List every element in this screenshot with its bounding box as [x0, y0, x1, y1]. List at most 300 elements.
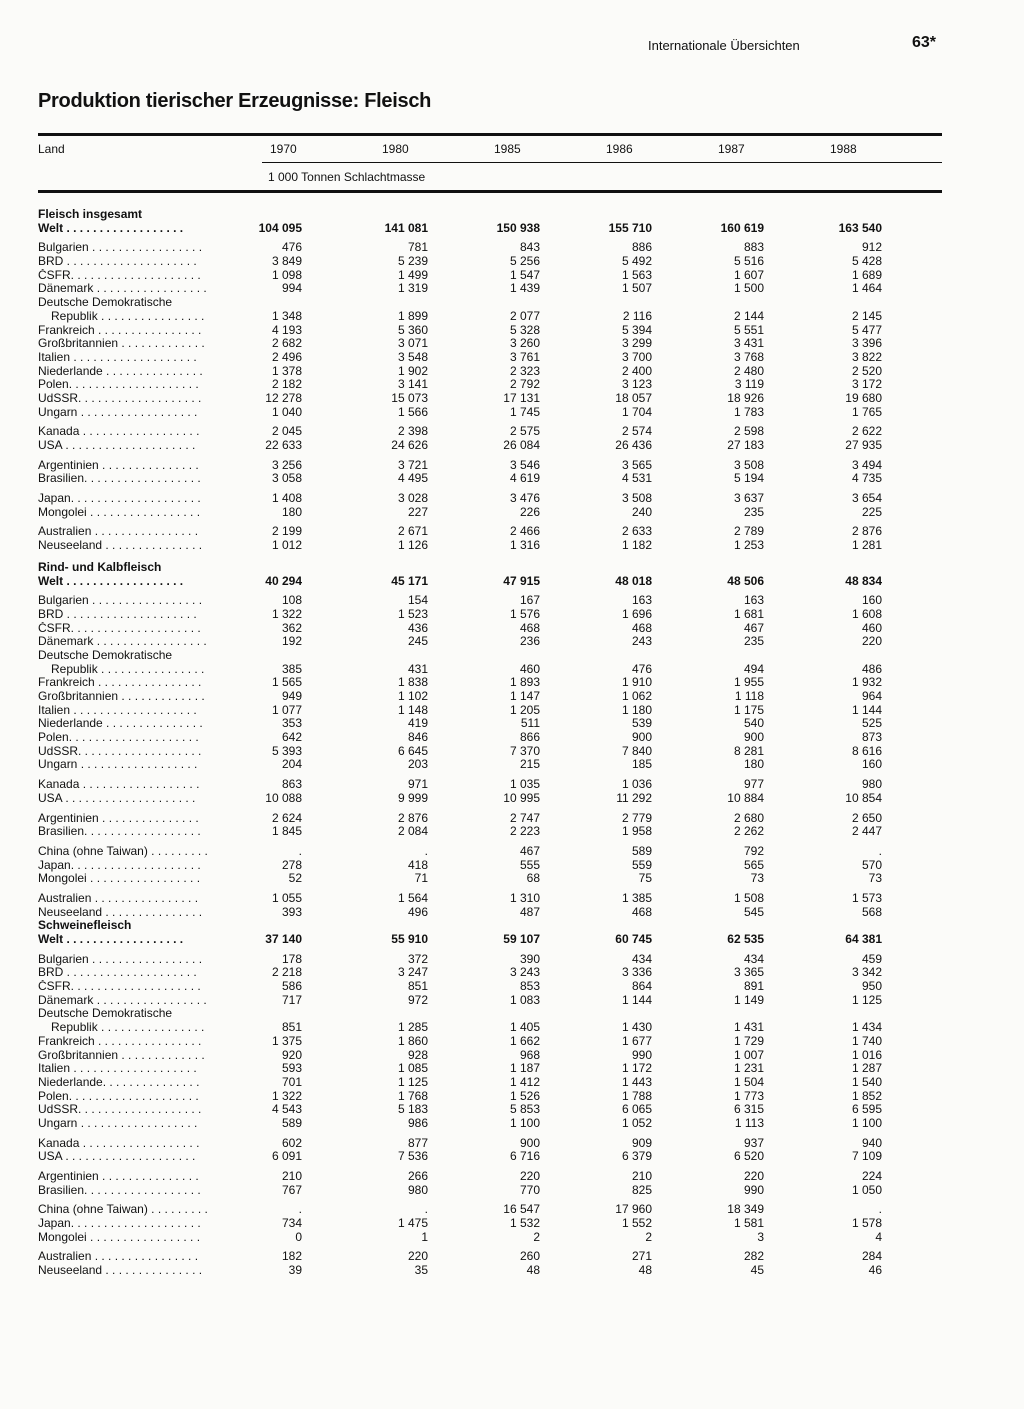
group-spacer — [38, 553, 942, 561]
cell-1987: 1 508 — [733, 890, 764, 905]
cell-1970: 1 845 — [271, 824, 302, 839]
cell-1987: 545 — [743, 904, 764, 919]
cell-1988: 1 540 — [851, 1074, 882, 1089]
cell-1988: 964 — [861, 689, 882, 703]
cell-1985: 1 147 — [509, 689, 540, 703]
cell-1986: 909 — [631, 1135, 652, 1150]
cell-1987: 45 — [750, 1263, 764, 1278]
table-row — [38, 608, 942, 622]
table-row — [38, 812, 942, 826]
cell-1986: 3 299 — [621, 336, 652, 351]
table-row — [38, 1076, 942, 1090]
table-row — [38, 1217, 942, 1231]
cell-1985: 511 — [520, 716, 540, 731]
cell-1987: 5 551 — [733, 322, 764, 337]
cell-1986: 17 960 — [615, 1202, 652, 1217]
cell-1980: 154 — [407, 593, 428, 608]
cell-1970: 5 393 — [271, 743, 302, 758]
cell-1988: 4 735 — [851, 471, 882, 486]
cell-1970: 863 — [281, 777, 302, 792]
cell-1980: 2 671 — [397, 524, 428, 539]
cell-1988: . — [878, 843, 882, 858]
cell-1970: 393 — [281, 904, 302, 919]
table-row — [38, 649, 942, 663]
cell-1988: 160 — [861, 593, 882, 608]
cell-1980: 1 499 — [397, 267, 428, 282]
cell-1970: 1 322 — [271, 1088, 302, 1103]
cell-1987: 2 144 — [733, 308, 764, 323]
cell-1987: 1 607 — [733, 267, 764, 282]
cell-1970: 734 — [281, 1216, 302, 1231]
row-label: Japan. . . . . . . . . . . . . . . . . . . . — [38, 1217, 201, 1231]
cell-1986: 1 552 — [621, 1216, 652, 1231]
table-row — [38, 1103, 942, 1117]
cell-1986: 2 574 — [621, 424, 652, 439]
cell-1986: 1 062 — [621, 689, 652, 703]
table-row — [38, 506, 942, 520]
row-label: Japan. . . . . . . . . . . . . . . . . . . . — [38, 492, 201, 506]
cell-1986: 6 065 — [621, 1102, 652, 1117]
cell-1986: 163 — [631, 593, 652, 608]
row-label: Polen. . . . . . . . . . . . . . . . . . . . — [38, 378, 199, 392]
table-row — [38, 892, 942, 906]
cell-1970: 1 322 — [271, 606, 302, 621]
table-row — [38, 439, 942, 453]
table-row — [38, 758, 942, 772]
cell-1987: 2 262 — [733, 824, 764, 839]
cell-1987: 1 773 — [733, 1088, 764, 1103]
row-label: Argentinien . . . . . . . . . . . . . . . — [38, 458, 199, 472]
cell-1986: 476 — [631, 661, 652, 676]
row-label: USA . . . . . . . . . . . . . . . . . . . . — [38, 1150, 196, 1164]
cell-1987: 494 — [743, 661, 764, 676]
cell-1980: 1 475 — [397, 1216, 428, 1231]
row-label: Niederlande . . . . . . . . . . . . . . . — [38, 717, 203, 731]
row-label: Deutsche Demokratische — [38, 648, 173, 662]
table-row — [38, 717, 942, 731]
col-year-1970: 1970 — [270, 142, 297, 156]
cell-1985: 2 575 — [509, 424, 540, 439]
cell-1985: 1 893 — [509, 675, 540, 690]
column-header — [38, 142, 942, 158]
cell-1985: 68 — [526, 871, 540, 886]
cell-1988: 525 — [861, 716, 882, 731]
table-row — [38, 1035, 942, 1049]
row-label: Italien . . . . . . . . . . . . . . . . . . . — [38, 350, 197, 364]
cell-1988: 1 100 — [851, 1115, 882, 1130]
cell-1986: 185 — [631, 757, 652, 772]
cell-1988: 73 — [868, 871, 882, 886]
cell-1987: 3 431 — [733, 336, 764, 351]
table-row — [38, 1150, 942, 1164]
cell-1986: 434 — [631, 951, 652, 966]
cell-1980: 972 — [407, 992, 428, 1007]
cell-1987: 1 504 — [733, 1074, 764, 1089]
cell-1988: 3 172 — [851, 377, 882, 392]
section-title-label: Rind- und Kalbfleisch — [38, 560, 162, 574]
cell-1980: 846 — [407, 730, 428, 745]
cell-1988: 3 654 — [851, 491, 882, 506]
cell-1987: 1 431 — [733, 1020, 764, 1035]
row-label: Großbritannien . . . . . . . . . . . . . — [38, 1048, 205, 1062]
cell-1980: 1 860 — [397, 1033, 428, 1048]
cell-1988: 220 — [861, 634, 882, 649]
table-row — [38, 492, 942, 506]
cell-1970: 104 095 — [258, 220, 302, 235]
cell-1987: 235 — [743, 634, 764, 649]
cell-1987: 235 — [743, 504, 764, 519]
cell-1980: 2 876 — [397, 810, 428, 825]
cell-1988: 873 — [861, 730, 882, 745]
row-label: Deutsche Demokratische — [38, 296, 173, 310]
cell-1987: 6 520 — [733, 1149, 764, 1164]
cell-1970: . — [298, 1202, 302, 1217]
cell-1970: 1 375 — [271, 1033, 302, 1048]
cell-1985: 2 223 — [509, 824, 540, 839]
cell-1988: 460 — [861, 620, 882, 635]
cell-1985: 16 547 — [503, 1202, 540, 1217]
cell-1970: 717 — [281, 992, 302, 1007]
cell-1988: 2 145 — [851, 308, 882, 323]
row-label: Welt . . . . . . . . . . . . . . . . . . — [38, 221, 184, 235]
cell-1980: 3 548 — [397, 349, 428, 364]
cell-1987: 900 — [743, 730, 764, 745]
table-row — [38, 241, 942, 255]
row-label: Polen. . . . . . . . . . . . . . . . . . . . — [38, 731, 199, 745]
cell-1987: 3 637 — [733, 491, 764, 506]
cell-1970: 204 — [281, 757, 302, 772]
cell-1985: 1 745 — [509, 404, 540, 419]
cell-1987: 48 506 — [727, 573, 764, 588]
cell-1980: 7 536 — [397, 1149, 428, 1164]
cell-1986: 3 700 — [621, 349, 652, 364]
row-label: Großbritannien . . . . . . . . . . . . . — [38, 337, 205, 351]
cell-1980: 3 028 — [397, 491, 428, 506]
cell-1980: 9 999 — [397, 790, 428, 805]
row-label: Kanada . . . . . . . . . . . . . . . . . . — [38, 778, 200, 792]
row-label: Dänemark . . . . . . . . . . . . . . . . . — [38, 282, 207, 296]
cell-1970: 1 098 — [271, 267, 302, 282]
cell-1985: 5 256 — [509, 254, 540, 269]
cell-1987: 1 113 — [734, 1115, 764, 1130]
cell-1986: 1 172 — [621, 1061, 652, 1076]
row-label: USA . . . . . . . . . . . . . . . . . . . . — [38, 439, 196, 452]
cell-1985: 2 792 — [509, 377, 540, 392]
row-label: Argentinien . . . . . . . . . . . . . . . — [38, 1170, 199, 1183]
cell-1987: 1 007 — [733, 1047, 764, 1062]
cell-1970: 192 — [281, 634, 302, 649]
cell-1988: 1 689 — [851, 267, 882, 282]
row-label: China (ohne Taiwan) . . . . . . . . . — [38, 844, 208, 858]
table-row — [38, 594, 942, 608]
cell-1988: 912 — [861, 240, 882, 255]
cell-1985: 1 405 — [509, 1020, 540, 1035]
cell-1980: . — [424, 1202, 428, 1217]
row-label: Republik . . . . . . . . . . . . . . . . — [51, 309, 205, 323]
cell-1980: 851 — [407, 979, 428, 994]
cell-1988: 1 144 — [851, 702, 882, 717]
cell-1987: 3 508 — [733, 457, 764, 472]
col-year-1985: 1985 — [494, 142, 521, 156]
cell-1986: 1 385 — [621, 890, 652, 905]
cell-1988: 1 287 — [851, 1061, 882, 1076]
cell-1970: 0 — [295, 1229, 302, 1244]
cell-1986: 3 123 — [621, 377, 652, 392]
cell-1986: 7 840 — [621, 743, 652, 758]
cell-1986: 886 — [631, 240, 652, 255]
cell-1987: 434 — [743, 951, 764, 966]
row-label: Deutsche Demokratische — [38, 1007, 173, 1021]
table-row — [38, 337, 942, 351]
table-row — [38, 310, 942, 324]
cell-1985: 236 — [519, 634, 540, 649]
cell-1986: 243 — [631, 634, 652, 649]
cell-1988: 570 — [861, 857, 882, 872]
cell-1985: 47 915 — [503, 573, 540, 588]
row-label: BRD . . . . . . . . . . . . . . . . . . . . — [38, 255, 197, 269]
row-label: Welt . . . . . . . . . . . . . . . . . . — [38, 933, 184, 946]
cell-1986: 4 531 — [621, 471, 652, 486]
cell-1988: 1 932 — [851, 675, 882, 690]
row-label: Australien . . . . . . . . . . . . . . . . — [38, 1250, 199, 1264]
table-row — [38, 1203, 942, 1217]
cell-1985: 900 — [519, 1135, 540, 1150]
cell-1980: 1 126 — [397, 538, 428, 553]
table-row — [38, 472, 942, 486]
table-row — [38, 406, 942, 420]
cell-1970: 39 — [288, 1263, 302, 1278]
cell-1985: 487 — [519, 904, 540, 919]
cell-1986: 240 — [631, 504, 652, 519]
cell-1986: 1 563 — [621, 267, 652, 282]
cell-1970: 593 — [281, 1061, 302, 1076]
table-row — [38, 1231, 942, 1245]
cell-1987: 8 281 — [733, 743, 764, 758]
cell-1988: 27 935 — [845, 438, 882, 452]
cell-1988: 1 578 — [851, 1216, 882, 1231]
cell-1970: 1 378 — [271, 363, 302, 378]
row-label: Republik . . . . . . . . . . . . . . . . — [51, 1021, 205, 1035]
page-title: Produktion tierischer Erzeugnisse: Fleisch — [38, 90, 432, 112]
cell-1970: . — [298, 843, 302, 858]
cell-1980: 1 285 — [397, 1020, 428, 1035]
cell-1987: 160 619 — [720, 220, 764, 235]
cell-1988: 3 342 — [851, 965, 882, 980]
row-label: UdSSR. . . . . . . . . . . . . . . . . . . — [38, 744, 202, 758]
cell-1987: 18 926 — [727, 390, 764, 405]
table-row — [38, 296, 942, 310]
cell-1970: 385 — [281, 661, 302, 676]
cell-1985: 1 547 — [509, 267, 540, 282]
cell-1988: 2 520 — [851, 363, 882, 378]
cell-1985: 468 — [519, 620, 540, 635]
cell-1987: 3 119 — [734, 377, 764, 392]
row-label: Frankreich . . . . . . . . . . . . . . . . — [38, 676, 202, 690]
cell-1985: 48 — [526, 1263, 540, 1278]
cell-1986: 18 057 — [615, 390, 652, 405]
table-row — [38, 622, 942, 636]
cell-1980: 1 319 — [397, 281, 428, 296]
cell-1980: 431 — [407, 661, 428, 676]
cell-1980: 1 566 — [397, 404, 428, 419]
cell-1986: 1 704 — [621, 404, 652, 419]
cell-1980: 1 902 — [397, 363, 428, 378]
cell-1988: 1 464 — [851, 281, 882, 296]
cell-1980: 15 073 — [391, 390, 428, 405]
cell-1986: 2 633 — [621, 524, 652, 539]
cell-1985: 10 995 — [503, 790, 540, 805]
cell-1970: 2 496 — [271, 349, 302, 364]
cell-1985: 1 035 — [509, 777, 540, 792]
table-row — [38, 859, 942, 873]
cell-1970: 353 — [281, 716, 302, 731]
cell-1988: 5 428 — [851, 254, 882, 269]
cell-1970: 22 633 — [265, 438, 302, 452]
cell-1985: 555 — [519, 857, 540, 872]
row-label: Brasilien. . . . . . . . . . . . . . . . . . — [38, 472, 201, 486]
row-label: Kanada . . . . . . . . . . . . . . . . . . — [38, 425, 200, 439]
cell-1988: 1 740 — [851, 1033, 882, 1048]
cell-1988: 163 540 — [838, 220, 882, 235]
cell-1986: 539 — [631, 716, 652, 731]
top-rule — [38, 133, 942, 136]
cell-1985: 1 412 — [509, 1074, 540, 1089]
running-header: Internationale Übersichten — [648, 38, 800, 53]
cell-1987: 73 — [750, 871, 764, 886]
cell-1986: 1 180 — [621, 702, 652, 717]
cell-1970: 3 256 — [271, 457, 302, 472]
cell-1988: 486 — [861, 661, 882, 676]
col-year-1980: 1980 — [382, 142, 409, 156]
meat-production-table — [38, 208, 942, 1278]
cell-1987: 2 598 — [733, 424, 764, 439]
table-row — [38, 269, 942, 283]
cell-1980: 245 — [407, 634, 428, 649]
cell-1970: 1 077 — [271, 702, 302, 717]
cell-1985: 3 761 — [509, 349, 540, 364]
cell-1985: 866 — [519, 730, 540, 745]
cell-1988: 1 608 — [851, 606, 882, 621]
cell-1985: 226 — [519, 504, 540, 519]
cell-1970: 851 — [281, 1020, 302, 1035]
cell-1980: 55 910 — [391, 932, 428, 946]
row-label: China (ohne Taiwan) . . . . . . . . . — [38, 1203, 208, 1217]
cell-1970: 180 — [281, 504, 302, 519]
row-label: Italien . . . . . . . . . . . . . . . . . . . — [38, 703, 197, 717]
cell-1970: 2 624 — [271, 810, 302, 825]
cell-1986: 2 — [645, 1229, 652, 1244]
cell-1987: 3 — [757, 1229, 764, 1244]
cell-1970: 1 408 — [271, 491, 302, 506]
col-year-1986: 1986 — [606, 142, 633, 156]
table-row — [38, 222, 942, 236]
row-label: Welt . . . . . . . . . . . . . . . . . . — [38, 574, 184, 588]
row-label: Neuseeland . . . . . . . . . . . . . . . — [38, 905, 203, 919]
cell-1970: 4 543 — [271, 1102, 302, 1117]
cell-1987: 18 349 — [727, 1202, 764, 1217]
cell-1985: 3 546 — [509, 457, 540, 472]
cell-1986: 1 677 — [621, 1033, 652, 1048]
table-row — [38, 731, 942, 745]
cell-1970: 210 — [281, 1169, 302, 1183]
table-row — [38, 906, 942, 920]
row-label: BRD . . . . . . . . . . . . . . . . . . . . — [38, 607, 197, 621]
table-row — [38, 704, 942, 718]
table-row — [38, 745, 942, 759]
cell-1980: 1 564 — [397, 890, 428, 905]
cell-1970: 476 — [281, 240, 302, 255]
cell-1988: 46 — [868, 1263, 882, 1278]
cell-1980: 436 — [407, 620, 428, 635]
cell-1985: 390 — [519, 951, 540, 966]
cell-1980: 4 495 — [397, 471, 428, 486]
cell-1985: 843 — [519, 240, 540, 255]
cell-1987: 27 183 — [727, 438, 764, 452]
table-row — [38, 663, 942, 677]
table-row — [38, 635, 942, 649]
row-label: Mongolei . . . . . . . . . . . . . . . . . — [38, 505, 201, 519]
cell-1985: 3 243 — [509, 965, 540, 980]
cell-1987: 1 118 — [734, 689, 764, 703]
cell-1987: 3 365 — [733, 965, 764, 980]
cell-1985: 6 716 — [509, 1149, 540, 1164]
table-row — [38, 324, 942, 338]
cell-1970: 2 182 — [271, 377, 302, 392]
cell-1985: 59 107 — [503, 932, 540, 946]
cell-1987: 1 149 — [733, 992, 764, 1007]
cell-1987: 1 729 — [733, 1033, 764, 1048]
cell-1988: 1 434 — [851, 1020, 882, 1035]
cell-1970: 1 348 — [271, 308, 302, 323]
cell-1988: 1 573 — [851, 890, 882, 905]
row-label: Brasilien. . . . . . . . . . . . . . . . . . — [38, 1183, 201, 1197]
cell-1987: 62 535 — [727, 932, 764, 946]
cell-1986: 1 036 — [621, 777, 652, 792]
cell-1985: 3 476 — [509, 491, 540, 506]
cell-1985: 770 — [519, 1182, 540, 1197]
cell-1988: 6 595 — [851, 1102, 882, 1117]
cell-1980: 418 — [407, 857, 428, 872]
table-row — [38, 1117, 942, 1131]
cell-1987: 540 — [743, 716, 764, 731]
cell-1980: 6 645 — [397, 743, 428, 758]
row-label: Dänemark . . . . . . . . . . . . . . . . . — [38, 993, 207, 1007]
cell-1970: 362 — [281, 620, 302, 635]
cell-1985: 2 466 — [509, 524, 540, 539]
section-title — [38, 919, 942, 933]
cell-1970: 1 055 — [271, 890, 302, 905]
cell-1970: 178 — [281, 951, 302, 966]
table-row — [38, 825, 942, 839]
cell-1985: 1 100 — [509, 1115, 540, 1130]
row-label: UdSSR. . . . . . . . . . . . . . . . . . . — [38, 1103, 202, 1117]
cell-1980: 986 — [407, 1115, 428, 1130]
cell-1980: 781 — [407, 240, 428, 255]
cell-1986: 1 958 — [621, 824, 652, 839]
row-label: Argentinien . . . . . . . . . . . . . . . — [38, 811, 199, 825]
cell-1988: 10 854 — [845, 790, 882, 805]
cell-1986: 468 — [631, 904, 652, 919]
cell-1985: 150 938 — [496, 220, 540, 235]
cell-1985: 7 370 — [509, 743, 540, 758]
cell-1980: 1 899 — [397, 308, 428, 323]
cell-1970: 767 — [281, 1182, 302, 1197]
cell-1970: 2 682 — [271, 336, 302, 351]
cell-1970: 2 045 — [271, 424, 302, 439]
cell-1988: 1 125 — [851, 992, 882, 1007]
cell-1980: 1 838 — [397, 675, 428, 690]
cell-1980: 203 — [407, 757, 428, 772]
